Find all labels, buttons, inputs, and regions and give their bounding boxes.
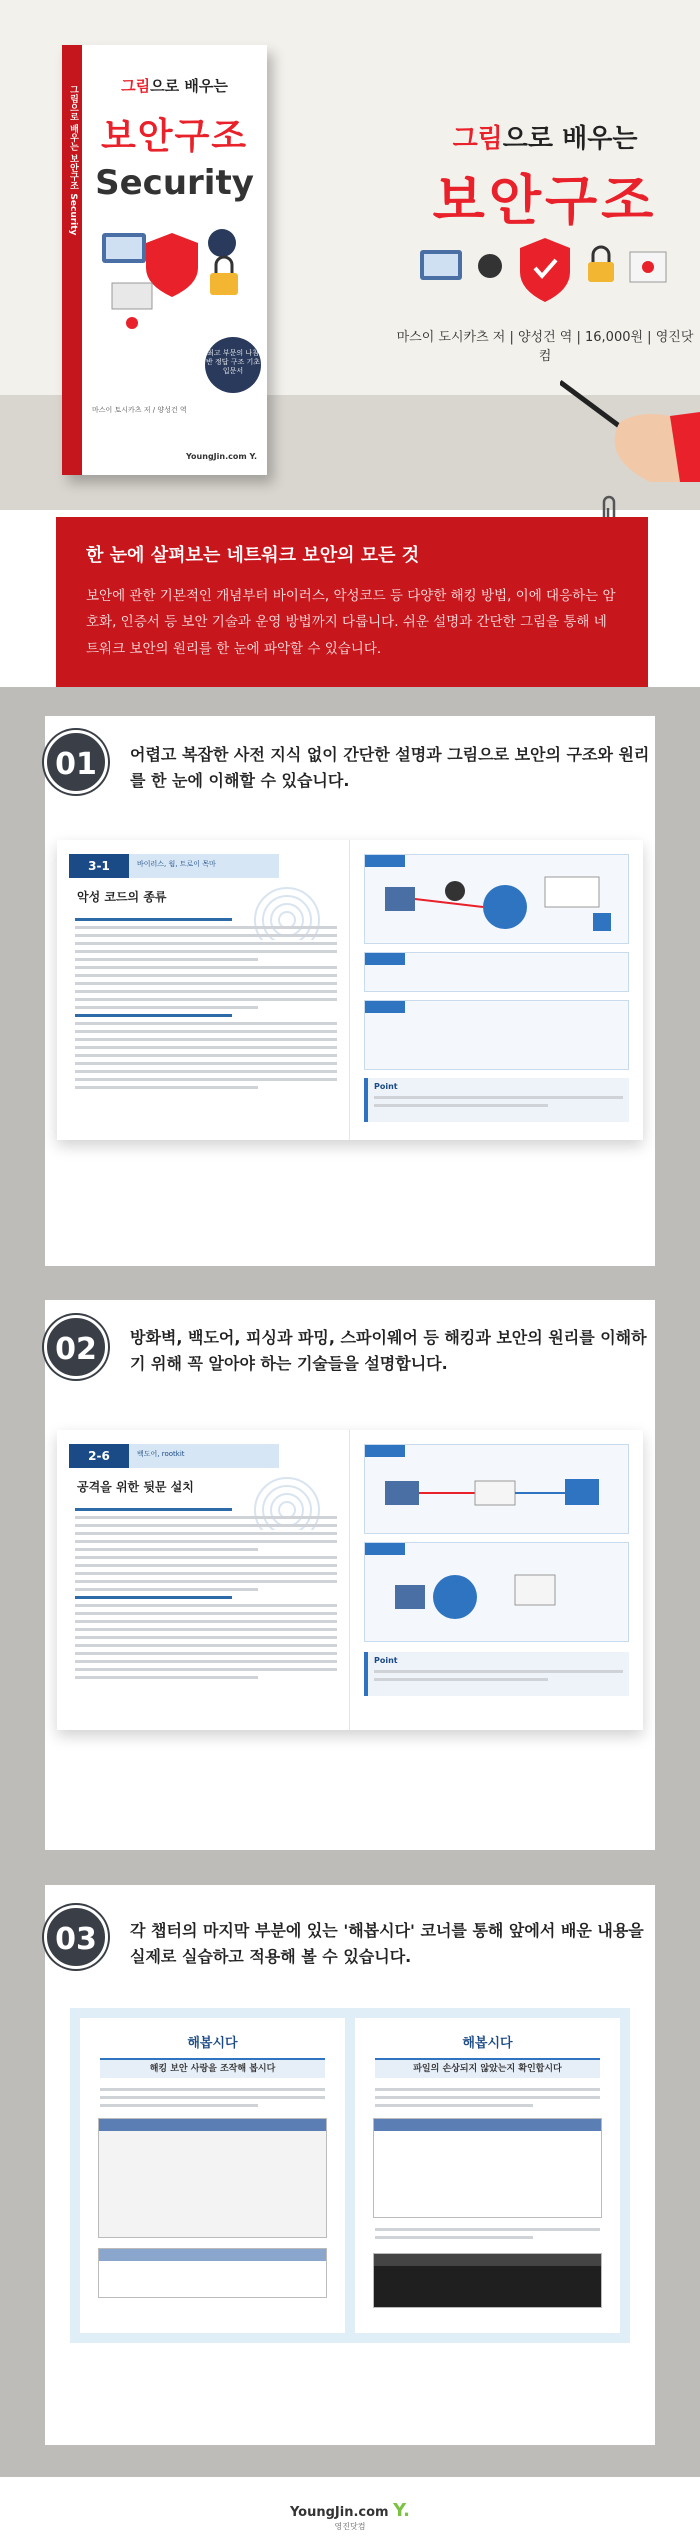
cover-subtitle-rest: 으로 배우는 [150, 77, 228, 95]
book-spread-2 [57, 1430, 643, 1730]
footer-logo-sub: 영진닷컴 [334, 2522, 366, 2531]
screenshot-dialog [98, 2248, 327, 2298]
figure-phishing [364, 952, 629, 992]
section-number-1: 01 [44, 730, 108, 794]
spine-text: 그림으로 배우는 보안구조 Security [68, 85, 78, 236]
cover-illustration [92, 213, 257, 333]
footer-logo-text: YoungJin.com [289, 2505, 389, 2520]
figure-rootkit [364, 1542, 629, 1642]
footer-logo [0, 2500, 700, 2532]
section-number-3: 03 [44, 1905, 108, 1969]
screenshot-window [98, 2118, 327, 2238]
footer-logo-mark: Y. [393, 2500, 411, 2521]
figure-network-diagram [364, 854, 629, 944]
body-text-lines [75, 918, 337, 1094]
page-title: 악성 코드의 종류 [77, 890, 167, 904]
page-title: 공격을 위한 뒷문 설치 [77, 1480, 194, 1494]
section-text-3: 각 챕터의 마지막 부분에 있는 '해봅시다' 코너를 통해 앞에서 배운 내용을 실제로 실습하고 적용해 볼 수 있습니다. [130, 1921, 644, 1966]
figure-screenshot [364, 1000, 629, 1070]
section-number-2: 02 [44, 1315, 108, 1379]
practice-spread [70, 2008, 630, 2343]
hero-meta: 마스이 도시카츠 저 | 양성건 역 | 16,000원 | 영진닷컴 [396, 330, 694, 364]
cover-title: 보안구조 [100, 116, 249, 157]
screenshot-terminal [373, 2253, 602, 2308]
practice-right-page [355, 2018, 620, 2333]
cover-subtitle-accent: 그림 [121, 77, 151, 95]
figure-backdoor [364, 1444, 629, 1534]
hero [0, 0, 700, 510]
point-box [364, 1078, 629, 1122]
intro-banner [56, 517, 648, 687]
hero-subtitle [395, 118, 695, 155]
hero-subtitle-rest: 으로 배우는 [502, 124, 638, 154]
chapter-label: 백도어, rootkit [137, 1450, 185, 1458]
cover-security-word: Security [95, 163, 254, 203]
hand-pen-illustration [560, 372, 700, 482]
book-spread-1 [57, 840, 643, 1140]
point-label: Point [374, 1656, 398, 1665]
point-label: Point [374, 1082, 398, 1091]
book-cover-3d [62, 45, 267, 475]
backdoor-diagram [365, 1457, 628, 1533]
banner-title: 한 눈에 살펴보는 네트워크 보안의 모든 것 [86, 545, 420, 566]
practice-right-title: 해봅시다 [462, 2036, 513, 2051]
practice-left-title: 해봅시다 [187, 2036, 238, 2051]
section-text-2: 방화벽, 백도어, 피싱과 파밍, 스파이웨어 등 해킹과 보안의 원리를 이해하기 위해 꼭 알아야 하는 기술들을 설명합니다. [130, 1328, 647, 1373]
security-icons-illustration [92, 213, 257, 333]
cover-publisher: YoungJin.com Y. [186, 452, 257, 461]
practice-left-page [80, 2018, 345, 2333]
rootkit-diagram [365, 1555, 628, 1641]
spread-2-right-page [350, 1430, 643, 1730]
practice-right-subtitle: 파일의 손상되지 않았는지 확인합시다 [375, 2058, 600, 2078]
spread-1-left-page [57, 840, 350, 1140]
banner-body: 보안에 관한 기본적인 개념부터 바이러스, 악성코드 등 다양한 해킹 방법, 이에 대응하는 암호화, 인증서 등 보안 기술과 운영 방법까지 다룹니다. 쉬운 설명과 간단한 그림을 통해 네트워크 보안의 원리를 한 눈에 파악할 수 있습니다. [86, 588, 616, 657]
network-diagram [365, 867, 628, 943]
chapter-tag: 2-6 [69, 1444, 129, 1468]
spread-2-left-page [57, 1430, 350, 1730]
section-text-1: 어렵고 복잡한 사전 지식 없이 간단한 설명과 그림으로 보안의 구조와 원리를 한 눈에 이해할 수 있습니다. [130, 745, 650, 790]
spread-1-right-page [350, 840, 643, 1140]
hero-title: 보안구조 [432, 169, 658, 232]
book-front [82, 45, 267, 475]
cover-subtitle [92, 75, 257, 96]
hero-subtitle-accent: 그림 [452, 124, 503, 154]
chapter-label: 바이러스, 웜, 트로이 목마 [137, 860, 216, 868]
hero-security-icons [420, 232, 670, 312]
body-text-lines [75, 1508, 337, 1684]
cover-badge: 최고 부문의 나침반 정답 구조 기초 입문서 [205, 337, 261, 393]
practice-left-subtitle: 해킹 보안 사랑을 조작해 봅시다 [100, 2058, 325, 2078]
cover-author: 마스이 토시카츠 저 / 양성건 역 [92, 406, 187, 414]
screenshot-browser [373, 2118, 602, 2218]
chapter-tag: 3-1 [69, 854, 129, 878]
book-spine [62, 45, 82, 475]
point-box [364, 1652, 629, 1696]
